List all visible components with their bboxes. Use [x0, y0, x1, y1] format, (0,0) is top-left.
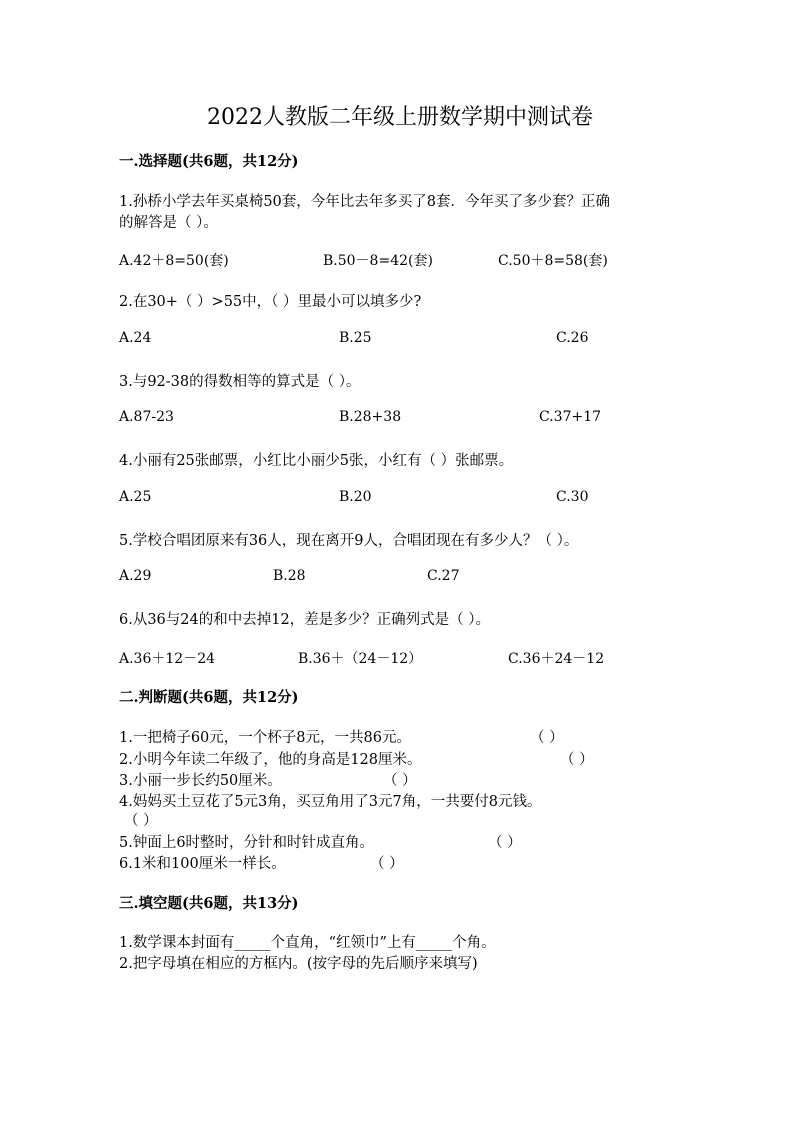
question-6-option-b: B.36＋（24－12）: [298, 651, 423, 667]
question-1-option-a: A.42＋8=50(套): [119, 253, 229, 269]
question-4-option-b: B.20: [339, 489, 372, 505]
fill-blank-2-text: 2.把字母填在相应的方框内。(按字母的先后顺序来填写): [119, 956, 478, 972]
judgement-3-text: 3.小丽一步长约50厘米。: [119, 773, 282, 789]
question-5-option-c: C.27: [427, 568, 460, 584]
page-title: 2022人教版二年级上册数学期中测试卷: [207, 105, 593, 130]
question-2-text: 2.在30+（ ）>55中，（ ）里最小可以填多少?: [119, 294, 422, 310]
question-1-text: 1.孙桥小学去年买桌椅50套，今年比去年多买了8套．今年买了多少套？正确: [119, 194, 611, 210]
question-5-text: 5.学校合唱团原来有36人，现在离开9人，合唱团现在有多少人？（ ）。: [119, 533, 579, 549]
question-6-option-c: C.36＋24－12: [508, 651, 605, 667]
question-1-option-b: B.50－8=42(套): [323, 253, 433, 269]
fill-blank-1-text: 1.数学课本封面有_____个直角，“红领巾”上有_____个角。: [119, 935, 496, 951]
section-heading-judgement: 二.判断题(共6题，共12分): [119, 689, 299, 706]
question-5-option-a: A.29: [119, 568, 152, 584]
question-1-text-cont: 的解答是（ ）。: [119, 215, 218, 231]
section-heading-fill-blank: 三.填空题(共6题，共13分): [119, 895, 299, 912]
question-3-text: 3.与92-38的得数相等的算式是（ ）。: [119, 374, 361, 390]
question-3-option-c: C.37+17: [539, 409, 602, 425]
judgement-2-answer-paren: （ ）: [560, 752, 594, 768]
question-1-option-c: C.50＋8=58(套): [498, 253, 608, 269]
judgement-5-text: 5.钟面上6时整时，分针和时针成直角。: [119, 835, 375, 851]
question-4-option-c: C.30: [556, 489, 589, 505]
section-heading-choice: 一.选择题(共6题，共12分): [119, 153, 299, 170]
question-3-option-a: A.87-23: [119, 409, 174, 425]
judgement-4-text: 4.妈妈买土豆花了5元3角，买豆角用了3元7角，一共要付8元钱。: [119, 794, 542, 810]
judgement-1-text: 1.一把椅子60元，一个杯子8元，一共86元。: [119, 730, 411, 746]
question-2-option-a: A.24: [119, 330, 152, 346]
judgement-4-answer-paren: （ ）: [124, 813, 158, 829]
judgement-1-answer-paren: （ ）: [530, 730, 564, 746]
question-4-text: 4.小丽有25张邮票，小红比小丽少5张，小红有（ ）张邮票。: [119, 453, 514, 469]
judgement-6-text: 6.1米和100厘米一样长。: [119, 856, 286, 872]
question-2-option-c: C.26: [556, 330, 589, 346]
judgement-6-answer-paren: （ ）: [370, 856, 404, 872]
question-4-option-a: A.25: [119, 489, 152, 505]
judgement-5-answer-paren: （ ）: [488, 835, 522, 851]
question-2-option-b: B.25: [339, 330, 372, 346]
question-5-option-b: B.28: [273, 568, 306, 584]
question-3-option-b: B.28+38: [339, 409, 402, 425]
judgement-3-answer-paren: （ ）: [383, 773, 417, 789]
question-6-text: 6.从36与24的和中去掉12，差是多少？正确列式是（ ）。: [119, 612, 491, 628]
question-6-option-a: A.36＋12－24: [119, 651, 216, 667]
judgement-2-text: 2.小明今年读二年级了，他的身高是128厘米。: [119, 752, 422, 768]
